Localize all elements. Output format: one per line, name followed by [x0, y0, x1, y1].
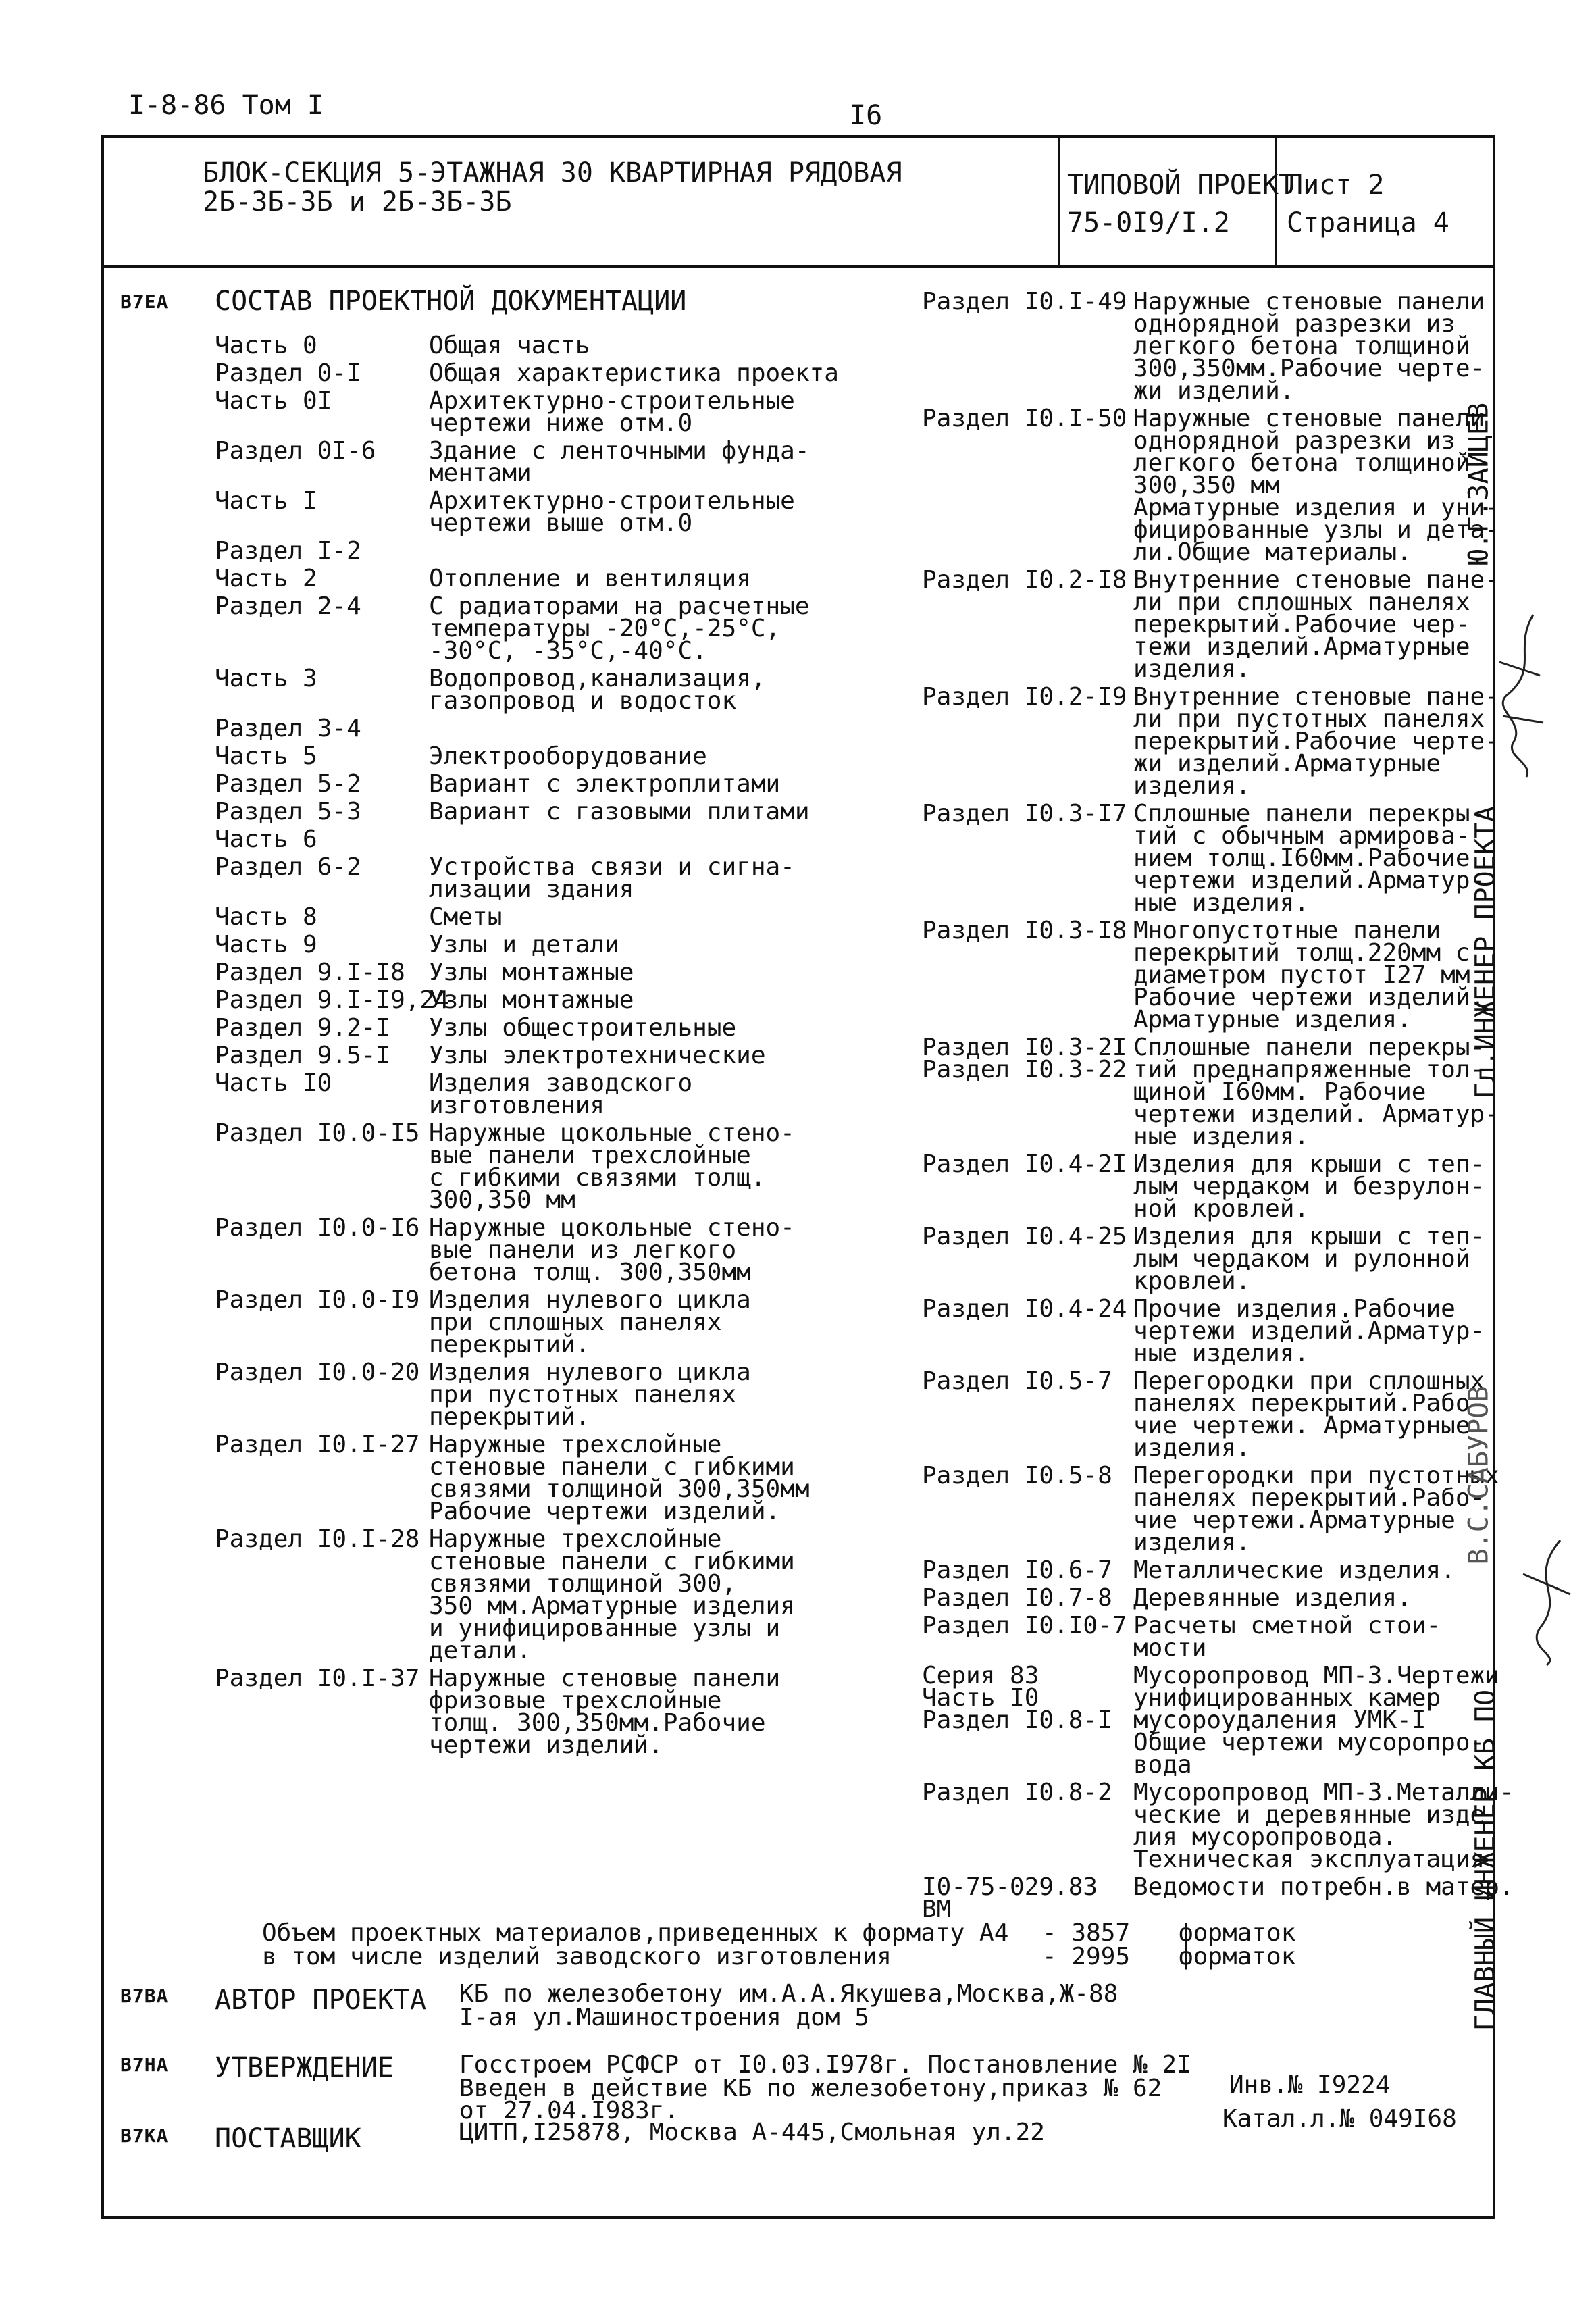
right-entry-text: панелях перекрытий.Рабо- — [1133, 1390, 1485, 1417]
right-entry-text: Прочие изделия.Рабочие — [1133, 1295, 1456, 1323]
left-entry-text: Сметы — [429, 903, 503, 931]
author-line-2: I-ая ул.Машиностроения дом 5 — [459, 2004, 869, 2031]
left-entry-text: Общая часть — [429, 332, 590, 359]
left-entry-text: Наружные цокольные стено- — [429, 1119, 795, 1147]
right-entry-text: кровлей. — [1133, 1267, 1251, 1295]
left-entry-label: Раздел I0.0-20 — [215, 1358, 420, 1386]
left-entry-text: Общая характеристика проекта — [429, 359, 839, 387]
left-entry-text: Изделия заводского — [429, 1069, 693, 1097]
right-entry-text: вода — [1133, 1751, 1192, 1779]
title-line-1: БЛОК-СЕКЦИЯ 5-ЭТАЖНАЯ 30 КВАРТИРНАЯ РЯДОВАЯ — [203, 157, 902, 188]
right-entry-text: ной кровлей. — [1133, 1195, 1310, 1223]
left-entry-text: Вариант с электроплитами — [429, 770, 781, 798]
right-entry-text: Рабочие чертежи изделий. — [1133, 984, 1485, 1011]
left-entry-text: и унифицированные узлы и — [429, 1615, 781, 1642]
left-entry-text: ментами — [429, 459, 532, 487]
page-number: I6 — [850, 100, 883, 131]
right-entry-text: легкого бетона толщиной — [1133, 449, 1470, 477]
volume-unit-2: форматок — [1179, 1943, 1296, 1971]
left-entry-label: Раздел I0.I-28 — [215, 1525, 420, 1553]
code-volume: В7ВА — [120, 1985, 169, 2007]
right-entry-text: Ведомости потребн.в матер. — [1133, 1873, 1514, 1901]
left-entry-text: Архитектурно-строительные — [429, 387, 795, 415]
left-entry-text: Водопровод,канализация, — [429, 665, 766, 692]
left-entry-label: Часть 0 — [215, 332, 317, 359]
right-entry-text: Перегородки при пустотных — [1133, 1462, 1499, 1490]
right-entry-text: Мусоропровод МП-3.Металли- — [1133, 1779, 1514, 1806]
right-entry-text: мости — [1133, 1634, 1207, 1662]
left-entry-text: -30°С, -35°С,-40°С. — [429, 637, 707, 665]
handwritten-signature-1 — [1486, 608, 1553, 784]
code-approval: В7НА — [120, 2054, 169, 2076]
signature-role-2: ГЛАВНЫЙ ИНЖЕНЕР КБ ПО — [1470, 1689, 1501, 2031]
left-entry-text: детали. — [429, 1637, 532, 1664]
left-entry-label: Раздел I0.I-37 — [215, 1664, 420, 1692]
right-entry-text: лым чердаком и рулонной — [1133, 1245, 1470, 1273]
right-entry-text: Арматурные изделия и уни- — [1133, 494, 1499, 522]
left-entry-text: чертежи ниже отм.0 — [429, 409, 693, 437]
header-column-divider-1 — [1058, 135, 1060, 265]
right-entry-label: Раздел I0.6-7 — [922, 1556, 1112, 1584]
left-entry-text: фризовые трехслойные — [429, 1687, 722, 1714]
left-entry-label: Часть 2 — [215, 565, 317, 592]
right-entry-text: Изделия для крыши с теп- — [1133, 1223, 1485, 1250]
right-entry-text: нием толщ.I60мм.Рабочие — [1133, 844, 1470, 872]
left-entry-label: Раздел I0.0-I6 — [215, 1214, 420, 1242]
left-entry-label: Часть 6 — [215, 825, 317, 853]
left-entry-text: Узлы монтажные — [429, 959, 634, 986]
right-entry-text: ли при сплошных панелях — [1133, 588, 1470, 616]
approval-line-3: от 27.04.I983г. — [459, 2097, 679, 2125]
right-entry-text: чие чертежи.Арматурные — [1133, 1506, 1456, 1534]
right-entry-text: жи изделий.Арматурные — [1133, 750, 1441, 778]
left-entry-label: Раздел I0.0-I9 — [215, 1286, 420, 1314]
left-entry-text: Наружные трехслойные — [429, 1431, 722, 1458]
left-entry-label: Раздел 2-4 — [215, 592, 361, 620]
right-entry-text: Арматурные изделия. — [1133, 1006, 1412, 1034]
left-entry-text: при сплошных панелях — [429, 1308, 722, 1336]
left-entry-label: Раздел I0.I-27 — [215, 1431, 420, 1458]
left-entry-text: Здание с ленточными фунда- — [429, 437, 810, 465]
right-entry-text: Наружные стеновые панели — [1133, 405, 1485, 432]
left-entry-text: Изделия нулевого цикла — [429, 1286, 751, 1314]
left-entry-text: С радиаторами на расчетные — [429, 592, 810, 620]
page-label: Страница 4 — [1287, 207, 1449, 238]
left-entry-text: перекрытий. — [429, 1331, 590, 1358]
left-entry-text: чертежи изделий. — [429, 1731, 663, 1759]
right-entry-text: Металлические изделия. — [1133, 1556, 1456, 1584]
right-entry-label: Раздел I0.7-8 — [922, 1584, 1112, 1612]
right-entry-text: лия мусоропровода. — [1133, 1823, 1397, 1851]
right-entry-label: Раздел I0.4-24 — [922, 1295, 1127, 1323]
left-entry-text: чертежи выше отм.0 — [429, 509, 693, 537]
header-divider — [101, 265, 1495, 268]
right-entry-text: ные изделия. — [1133, 889, 1310, 917]
right-entry-text: ные изделия. — [1133, 1123, 1310, 1150]
right-entry-text: мусороудаления УМК-I — [1133, 1706, 1426, 1734]
volume-line-2: в том числе изделий заводского изготовления — [262, 1943, 892, 1971]
code-supplier: В7КА — [120, 2125, 169, 2147]
right-entry-text: перекрытий.Рабочие чер- — [1133, 611, 1470, 638]
left-entry-text: вые панели трехслойные — [429, 1142, 751, 1169]
right-entry-text: однорядной разрезки из — [1133, 427, 1456, 455]
right-entry-text: фицированные узлы и дета- — [1133, 516, 1499, 544]
approval-label: УТВЕРЖДЕНИЕ — [215, 2052, 394, 2083]
left-entry-label: Раздел 9.I-I9,24 — [215, 986, 449, 1014]
right-entry-text: Внутренние стеновые пане- — [1133, 683, 1499, 711]
right-entry-text: Сплошные панели перекры- — [1133, 800, 1485, 828]
right-entry-label: Раздел I0.5-8 — [922, 1462, 1112, 1490]
left-entry-text: Узлы и детали — [429, 931, 619, 959]
right-entry-text: изделия. — [1133, 1434, 1251, 1462]
approval-line-2: Введен в действие КБ по железобетону,приказ № 62 — [459, 2075, 1162, 2102]
left-entry-text: 350 мм.Арматурные изделия — [429, 1592, 795, 1620]
left-entry-label: Раздел 9.2-I — [215, 1014, 391, 1042]
right-entry-text: Техническая эксплуатация — [1133, 1846, 1485, 1873]
left-entry-text: вые панели из легкого — [429, 1236, 737, 1264]
title-line-2: 2Б-3Б-3Б и 2Б-3Б-3Б — [203, 186, 512, 218]
left-entry-text: 300,350 мм — [429, 1186, 575, 1214]
project-number: 75-0I9/I.2 — [1067, 207, 1230, 238]
volume-line-1: Объем проектных материалов,приведенных к формату А4 — [262, 1919, 1009, 1947]
left-entry-text: Электрооборудование — [429, 742, 707, 770]
left-entry-label: Часть 0I — [215, 387, 332, 415]
left-entry-text: Архитектурно-строительные — [429, 487, 795, 515]
approval-line-1: Госстроем РСФСР от I0.03.I978г. Постановление № 2I — [459, 2051, 1191, 2079]
left-entry-text: бетона толщ. 300,350мм — [429, 1259, 751, 1286]
left-entry-text: связями толщиной 300, — [429, 1570, 737, 1598]
left-entry-label: Раздел 0I-6 — [215, 437, 376, 465]
right-entry-label: Раздел I0.I0-7 — [922, 1612, 1127, 1640]
left-entry-text: Устройства связи и сигна- — [429, 853, 795, 881]
right-entry-text: тежи изделий.Арматурные — [1133, 633, 1470, 661]
right-entry-text: изделия. — [1133, 772, 1251, 800]
code-composition: В7ЕА — [120, 290, 169, 313]
right-entry-text: чертежи изделий. Арматур- — [1133, 1100, 1499, 1128]
right-entry-text: тий преднапряженные тол- — [1133, 1056, 1485, 1084]
left-entry-text: Вариант с газовыми плитами — [429, 798, 810, 825]
supplier-label: ПОСТАВЩИК — [215, 2123, 361, 2154]
left-entry-label: Раздел 9.5-I — [215, 1042, 391, 1069]
right-entry-text: Деревянные изделия. — [1133, 1584, 1412, 1612]
left-entry-text: лизации здания — [429, 875, 634, 903]
right-entry-label: Раздел I0.5-7 — [922, 1367, 1112, 1395]
right-entry-text: жи изделий. — [1133, 377, 1295, 405]
left-entry-label: Часть 3 — [215, 665, 317, 692]
right-entry-label: Раздел I0.I-50 — [922, 405, 1127, 432]
left-entry-text: изготовления — [429, 1092, 605, 1119]
right-entry-text: Наружные стеновые панели — [1133, 288, 1485, 315]
supplier-text: ЦИТП,I25878, Москва А-445,Смольная ул.22 — [459, 2118, 1045, 2146]
left-entry-text: Наружные цокольные стено- — [429, 1214, 795, 1242]
left-entry-text: стеновые панели с гибкими — [429, 1548, 795, 1575]
right-entry-text: диаметром пустот I27 мм — [1133, 961, 1470, 989]
left-entry-label: Раздел 5-2 — [215, 770, 361, 798]
right-entry-label: Раздел I0.4-2I — [922, 1150, 1127, 1178]
right-entry-text: ли.Общие материалы. — [1133, 538, 1412, 566]
right-entry-text: легкого бетона толщиной — [1133, 332, 1470, 360]
left-entry-text: Узлы монтажные — [429, 986, 634, 1014]
right-entry-label: Раздел I0.I-49 — [922, 288, 1127, 315]
right-entry-text: Общие чертежи мусоропро- — [1133, 1729, 1485, 1756]
left-entry-label: Раздел 3-4 — [215, 715, 361, 742]
left-entry-text: Узлы электротехнические — [429, 1042, 766, 1069]
right-entry-text: ческие и деревянные изде- — [1133, 1801, 1499, 1829]
inventory-number: Инв.№ I9224 — [1229, 2071, 1391, 2099]
left-entry-text: газопровод и водосток — [429, 687, 737, 715]
left-entry-text: с гибкими связями толщ. — [429, 1164, 766, 1192]
volume-unit-1: форматок — [1179, 1919, 1296, 1947]
right-entry-label: I0-75-029.83 ВМ — [922, 1873, 1098, 1923]
left-entry-label: Часть 8 — [215, 903, 317, 931]
right-entry-text: перекрытий толщ.220мм с — [1133, 939, 1470, 967]
volume-value-2: - 2995 — [1042, 1943, 1131, 1971]
right-entry-label: Раздел I0.8-2 — [922, 1779, 1112, 1806]
right-entry-text: 300,350 мм — [1133, 472, 1280, 499]
left-entry-text: при пустотных панелях — [429, 1381, 737, 1408]
right-entry-text: тий с обычным армирова- — [1133, 822, 1470, 850]
left-entry-text: связями толщиной 300,350мм — [429, 1475, 810, 1503]
left-entry-text: перекрытий. — [429, 1403, 590, 1431]
project-label: ТИПОВОЙ ПРОЕКТ — [1067, 170, 1295, 201]
author-label: АВТОР ПРОЕКТА — [215, 1985, 427, 2016]
right-entry-text: унифицированных камер — [1133, 1684, 1441, 1712]
left-entry-label: Часть 5 — [215, 742, 317, 770]
right-entry-text: Внутренние стеновые пане- — [1133, 566, 1499, 594]
left-entry-text: Наружные трехслойные — [429, 1525, 722, 1553]
right-entry-label: Раздел I0.2-I8 — [922, 566, 1127, 594]
left-entry-text: Наружные стеновые панели — [429, 1664, 781, 1692]
left-entry-label: Раздел 9.I-I8 — [215, 959, 405, 986]
composition-title: СОСТАВ ПРОЕКТНОЙ ДОКУМЕНТАЦИИ — [215, 286, 687, 317]
right-entry-text: однорядной разрезки из — [1133, 310, 1456, 338]
right-entry-text: чие чертежи. Арматурные — [1133, 1412, 1470, 1440]
signature-name-2: В.С.САБУРОВ — [1463, 1386, 1495, 1565]
right-entry-text: изделия. — [1133, 1529, 1251, 1556]
sheet-label: Лист 2 — [1287, 170, 1385, 201]
author-line-1: КБ по железобетону им.А.А.Якушева,Москва,Ж-88 — [459, 1980, 1118, 2008]
right-entry-text: Сплошные панели перекры- — [1133, 1034, 1485, 1061]
right-entry-label: Раздел I0.3-I8 — [922, 917, 1127, 944]
right-entry-label: Серия 83 Часть I0 Раздел I0.8-I — [922, 1662, 1112, 1734]
right-entry-text: щиной I60мм. Рабочие — [1133, 1078, 1426, 1106]
right-entry-text: чертежи изделий.Арматур- — [1133, 867, 1485, 894]
handwritten-signature-2 — [1513, 1533, 1580, 1669]
left-entry-text: Отопление и вентиляция — [429, 565, 751, 592]
left-entry-label: Раздел 5-3 — [215, 798, 361, 825]
right-entry-text: изделия. — [1133, 655, 1251, 683]
left-entry-text: Рабочие чертежи изделий. — [429, 1498, 781, 1525]
right-entry-text: Изделия для крыши с теп- — [1133, 1150, 1485, 1178]
right-entry-text: чертежи изделий.Арматур- — [1133, 1317, 1485, 1345]
catalog-number: Катал.л.№ 049I68 — [1222, 2105, 1457, 2133]
left-entry-text: Узлы общестроительные — [429, 1014, 737, 1042]
left-entry-text: Изделия нулевого цикла — [429, 1358, 751, 1386]
left-entry-label: Часть I0 — [215, 1069, 332, 1097]
right-entry-text: панелях перекрытий.Рабо- — [1133, 1484, 1485, 1512]
right-entry-text: перекрытий.Рабочие черте- — [1133, 728, 1499, 755]
left-entry-label: Раздел I0.0-I5 — [215, 1119, 420, 1147]
right-entry-text: Многопустотные панели — [1133, 917, 1441, 944]
left-entry-label: Раздел 0-I — [215, 359, 361, 387]
right-entry-text: Расчеты сметной стои- — [1133, 1612, 1441, 1640]
left-entry-label: Раздел I-2 — [215, 537, 361, 565]
right-entry-text: 300,350мм.Рабочие черте- — [1133, 355, 1485, 382]
signature-name-1: Ю.Г.ЗАЙЦЕВ — [1463, 403, 1495, 565]
right-entry-label: Раздел I0.2-I9 — [922, 683, 1127, 711]
left-entry-label: Часть I — [215, 487, 317, 515]
volume-value-1: - 3857 — [1042, 1919, 1131, 1947]
right-entry-text: ные изделия. — [1133, 1340, 1310, 1367]
left-entry-text: стеновые панели с гибкими — [429, 1453, 795, 1481]
right-entry-text: Мусоропровод МП-3.Чертежи — [1133, 1662, 1499, 1689]
left-entry-text: толщ. 300,350мм.Рабочие — [429, 1709, 766, 1737]
right-entry-text: лым чердаком и безрулон- — [1133, 1173, 1485, 1200]
right-entry-label: Раздел I0.3-I7 — [922, 800, 1127, 828]
document-reference: I-8-86 Том I — [128, 90, 324, 121]
left-entry-text: температуры -20°С,-25°С, — [429, 615, 781, 642]
left-entry-label: Часть 9 — [215, 931, 317, 959]
left-entry-label: Раздел 6-2 — [215, 853, 361, 881]
right-entry-text: ли при пустотных панелях — [1133, 705, 1485, 733]
right-entry-label: Раздел I0.4-25 — [922, 1223, 1127, 1250]
right-entry-text: Перегородки при сплошных — [1133, 1367, 1485, 1395]
right-entry-label: Раздел I0.3-2I Раздел I0.3-22 — [922, 1034, 1127, 1084]
signature-role-1: Гл.ИНЖЕНЕР ПРОЕКТА — [1470, 806, 1501, 1099]
